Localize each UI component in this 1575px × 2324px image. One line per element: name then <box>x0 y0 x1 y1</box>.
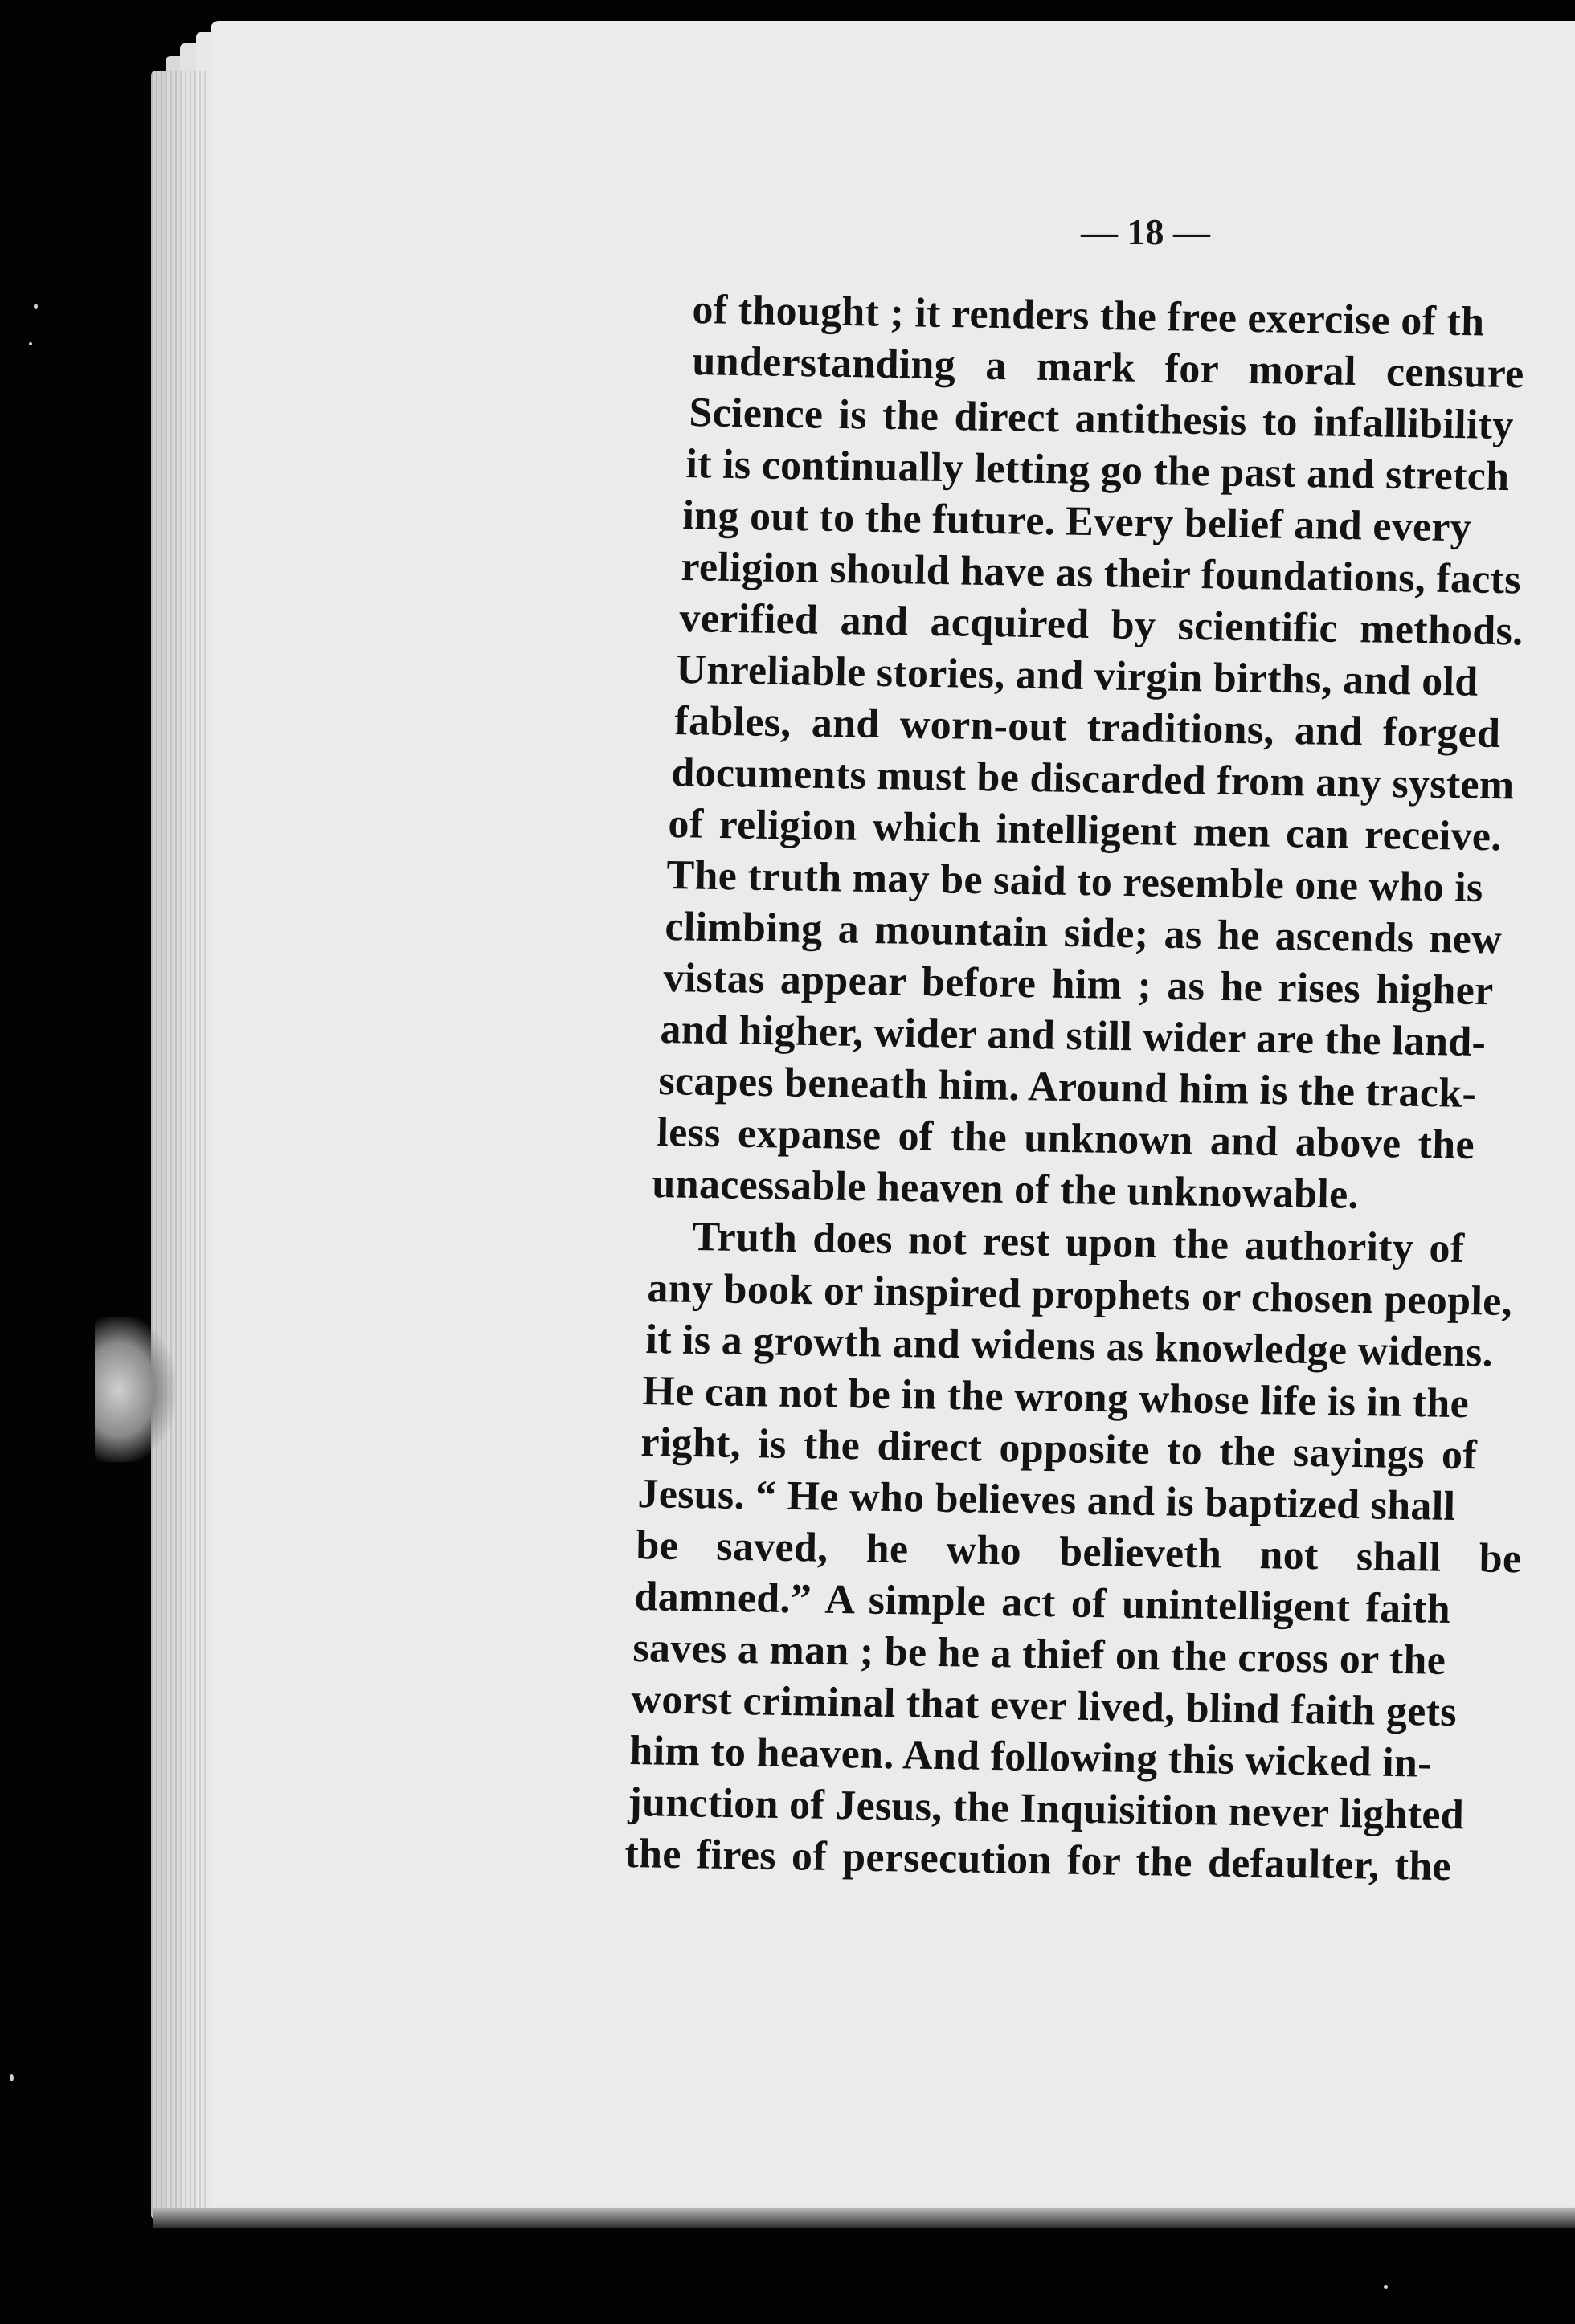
text-line: of thought ; it renders the free exercise of th <box>692 286 1485 345</box>
text-line: damned.” A simple act of unintelligent faith <box>634 1573 1451 1632</box>
text-line: unacessable heaven of the unknowable. <box>652 1160 1360 1218</box>
text-line: documents must be discarded from any system <box>671 749 1515 809</box>
text-line: him to heaven. And following this wicked in- <box>629 1727 1433 1787</box>
scan-speck <box>34 304 38 309</box>
text-line: of religion which intelligent men can receive. <box>668 800 1503 860</box>
text-line: ing out to the future. Every belief and every <box>682 492 1472 551</box>
text-line: Jesus. “ He who believes and is baptized shall <box>637 1470 1456 1530</box>
text-line: scapes beneath him. Around him is the track- <box>658 1057 1477 1117</box>
text-line: religion should have as their foundations, facts <box>681 543 1522 603</box>
text-line: verified and acquired by scientific methods. <box>679 594 1524 655</box>
text-line: any book or inspired prophets or chosen people, <box>647 1264 1513 1325</box>
scan-speck <box>1384 2285 1388 2289</box>
text-line: worst criminal that ever lived, blind faith gets <box>631 1676 1458 1736</box>
text-line: vistas appear before him ; as he rises higher <box>663 954 1494 1015</box>
page-bottom-shadow <box>153 2208 1575 2228</box>
page-edge-lines <box>151 71 209 2216</box>
text-line: He can not be in the wrong whose life is in the <box>642 1367 1470 1427</box>
scan-speck <box>29 342 32 345</box>
page-number: — 18 — <box>1081 211 1210 252</box>
text-line: Unreliable stories, and virgin births, and old <box>676 646 1479 705</box>
text-line: the fires of persecution for the defaulter, the <box>624 1830 1452 1890</box>
text-line: it is continually letting go the past and stretch <box>685 440 1510 500</box>
text-line: understanding a mark for moral censure <box>692 337 1525 398</box>
text-line: and higher, wider and still wider are the land- <box>660 1006 1487 1066</box>
text-line: be saved, he who believeth not shall be <box>636 1521 1522 1583</box>
text-line: right, is the direct opposite to the sayings of <box>640 1419 1478 1479</box>
scan-speck <box>10 2074 14 2081</box>
text-line: Science is the direct antithesis to infallibility <box>689 389 1514 449</box>
text-line: junction of Jesus, the Inquisition never lighted <box>628 1779 1465 1839</box>
text-line: less expanse of the unknown and above the <box>657 1109 1475 1168</box>
text-line: fables, and worn-out traditions, and forged <box>674 697 1501 758</box>
text-line: it is a growth and widens as knowledge widens. <box>645 1316 1494 1376</box>
text-line: saves a man ; be he a thief on the cross or the <box>632 1624 1446 1684</box>
text-line: Truth does not rest upon the authority of <box>692 1213 1465 1272</box>
text-line: climbing a mountain side; as he ascends new <box>665 903 1503 963</box>
light-glare <box>95 1317 175 1462</box>
text-line: The truth may be said to resemble one who is <box>666 852 1483 911</box>
